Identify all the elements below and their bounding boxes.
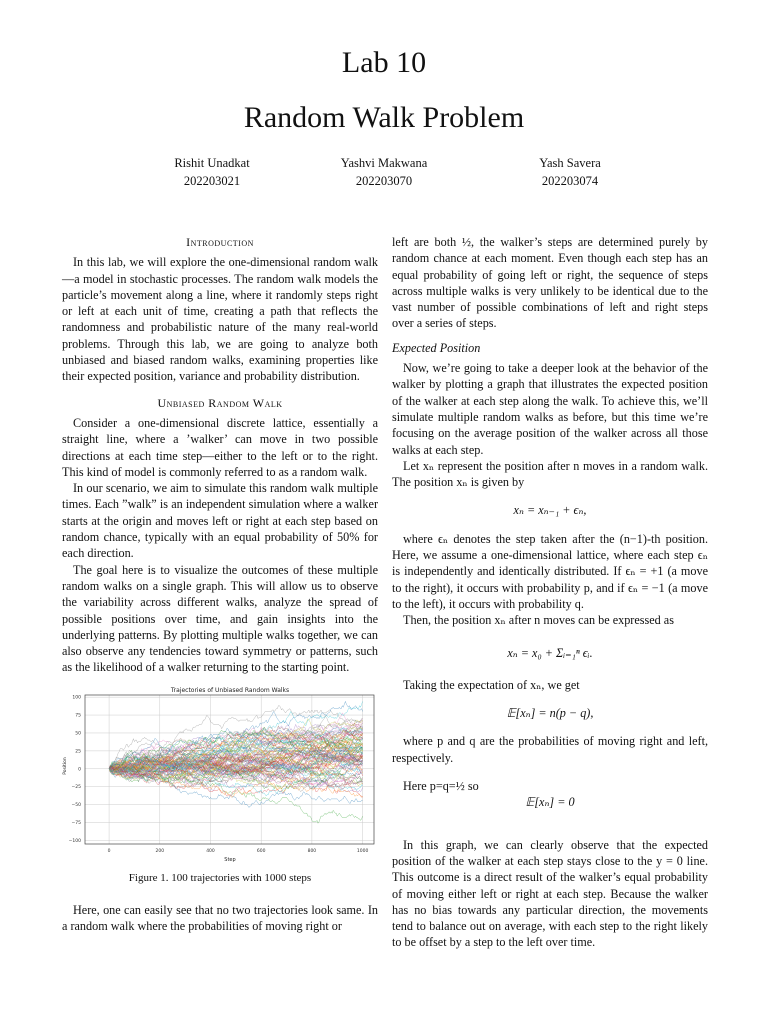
y-tick-label: −50	[71, 803, 81, 809]
y-tick-label: −25	[71, 785, 81, 791]
author-id: 202203021	[183, 174, 241, 188]
author-id: 202203074	[541, 174, 599, 188]
section-heading-unbiased: Unbiased Random Walk	[157, 395, 283, 410]
left-column-bottom	[62, 902, 378, 935]
author-name: Yashvi Makwana	[340, 156, 428, 170]
x-axis-label: Step	[224, 857, 236, 863]
title-line-1: Lab 10	[341, 46, 427, 79]
paragraph: The goal here is to visualize the outcomes of these multiple random walks on a single graph. This will allow us to observe the variability across different walks, analyze the spread of possible positions over time, and gain insights into the underlying patterns. By plotting multiple walks together, we can also observe any tendencies toward symmetry or patterns, such as the likelihood of a walker returning to the starting point.	[62, 562, 378, 675]
paragraph: left are both ½, the walker’s steps are determined purely by random chance at each moment. Even though each step has an equal probability of going left or right, the sequence of steps across multiple walks is very unlikely to be identical due to the vast number of possible combinations of left and right steps over a series of steps.	[392, 235, 708, 331]
equation-recurrence: xₙ = xₙ₋₁ + ϵₙ,	[513, 503, 587, 518]
figure-1-chart	[40, 655, 380, 865]
left-column	[62, 234, 378, 676]
right-column	[392, 234, 708, 951]
equation-expectation: 𝔼[xₙ] = n(p − q),	[506, 706, 594, 721]
author-name: Yash Savera	[539, 156, 601, 170]
figure-caption: Figure 1. 100 trajectories with 1000 steps	[128, 872, 312, 884]
paragraph: Here, one can easily see that no two trajectories look same. In a random walk where the probabilities of moving right or	[62, 903, 378, 934]
author-2	[284, 154, 484, 190]
paragraph: where ϵₙ denotes the step taken after the (n−1)-th position. Here, we assume a one-dimensional lattice, where each step ϵₙ is independently and identically distributed. If ϵₙ = +1 (a move to the right), it occurs with probability p, and if ϵₙ = −1 (a move to the left), it occurs with probability q.	[392, 531, 708, 611]
x-tick-label: 200	[155, 849, 165, 854]
y-tick-label: −100	[68, 838, 81, 844]
y-tick-label: 50	[75, 731, 81, 737]
paragraph: where p and q are the probabilities of moving right and left, respectively.	[392, 734, 708, 765]
equation-expectation-zero: 𝔼[xₙ] = 0	[525, 795, 575, 810]
trajectories	[109, 701, 363, 823]
x-tick-label: 0	[107, 849, 111, 854]
x-tick-label: 600	[256, 849, 266, 854]
chart-title: Trajectories of Unbiased Random Walks	[170, 687, 290, 694]
y-tick-label: −75	[71, 821, 81, 827]
paragraph: In this lab, we will explore the one-dimensional random walk—a model in stochastic processes. The random walk models the particle’s movement along a line, where it randomly steps right or left at each unit of time, creating a path that reflects the randomness and probabilistic nature of the many real-world problems. Through this lab, we are going to analyze both unbiased and biased random walks, examining properties like their expected position, variance and probability distribution.	[62, 255, 378, 384]
paragraph: Let xₙ represent the position after n moves in a random walk. The position xₙ is given by	[392, 458, 708, 490]
paragraph: Consider a one-dimensional discrete lattice, essentially a straight line, where a ’walker’ can move in two possible directions at each time step—either to the left or to the right. This kind of model is commonly referred to as a random walk.	[62, 415, 378, 479]
x-tick-label: 800	[307, 849, 317, 854]
x-tick-label: 400	[206, 849, 215, 854]
equation-sum: xₙ = x₀ + Σᵢ₌₁ⁿ ϵᵢ.	[507, 645, 593, 660]
y-tick-label: 25	[75, 749, 81, 755]
author-1	[112, 154, 312, 190]
y-tick-label: 0	[78, 767, 81, 773]
paragraph: Here p=q=½ so	[403, 779, 479, 794]
paragraph: In our scenario, we aim to simulate this random walk multiple times. Each ”walk” is an independent simulation where a walker starts at the origin and moves left or right at each step based on random chance, typically with an equal probability of 50% for each direction.	[62, 481, 378, 561]
y-tick-label: 75	[75, 713, 81, 719]
author-3	[470, 154, 670, 190]
x-tick-label: 1000	[356, 849, 369, 854]
paragraph: In this graph, we can clearly observe that the expected position of the walker at each step stays close to the y = 0 line. This outcome is a direct result of the walker’s equal probability of moving either left or right at each step. Because the walker has no bias towards any particular direction, the movements tend to balance out on average, with each step to the right likely to be offset by a step to the left over time.	[392, 837, 708, 950]
author-id: 202203070	[355, 174, 413, 188]
paragraph: Taking the expectation of xₙ, we get	[403, 677, 580, 692]
y-tick-label: 100	[72, 695, 81, 701]
y-axis-label: Position	[63, 757, 68, 775]
paragraph: Now, we’re going to take a deeper look at the behavior of the walker by plotting a graph that illustrates the expected position of the walker at each step along the walk. To achieve this, we’ll simulate multiple random walks as before, but this time we’re focusing on the average position of the walker across all those walks at each step.	[392, 361, 708, 457]
section-heading-introduction: Introduction	[186, 235, 254, 249]
author-name: Rishit Unadkat	[174, 156, 250, 170]
subsection-heading-expected-position: Expected Position	[392, 340, 481, 355]
paragraph: Then, the position xₙ after n moves can be expressed as	[403, 613, 674, 628]
title-line-2: Random Walk Problem	[243, 101, 525, 134]
